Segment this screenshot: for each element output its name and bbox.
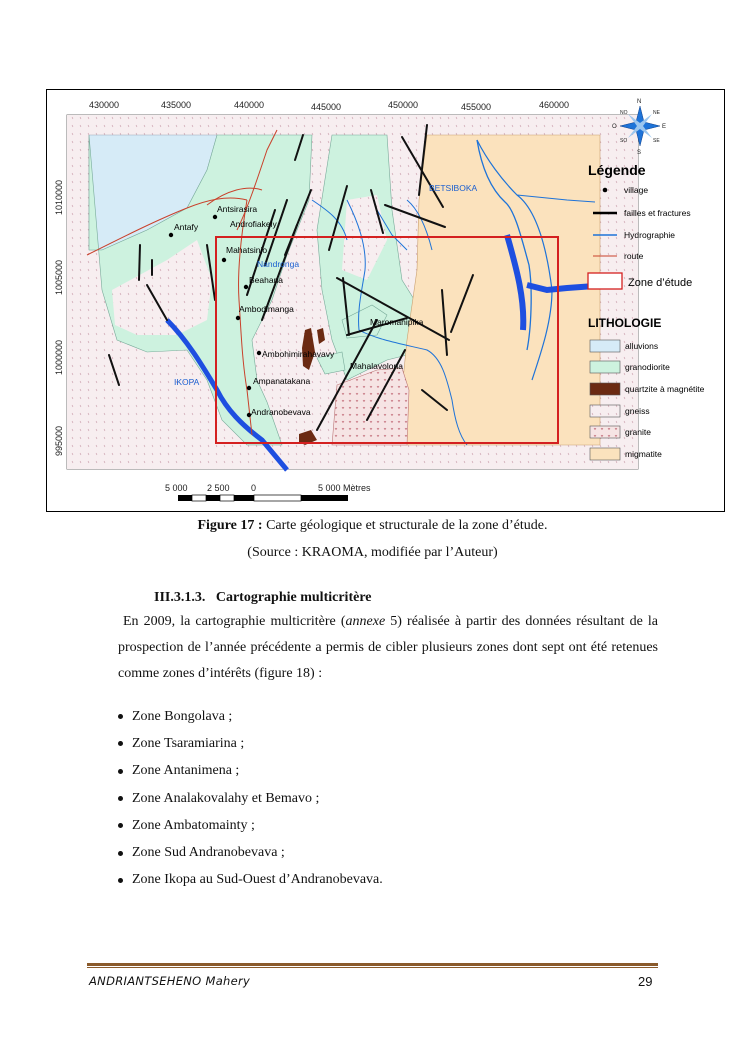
svg-text:E: E	[662, 124, 667, 130]
bullet-icon	[118, 741, 123, 746]
svg-text:granite: granite	[625, 427, 651, 437]
svg-text:435000: 435000	[161, 100, 192, 110]
label-ambohimirahavavy: Ambohimirahavavy	[262, 349, 335, 359]
list-item: Zone Bongolava ;	[118, 703, 383, 730]
svg-text:O: O	[612, 124, 617, 130]
y-axis-ticks	[54, 180, 64, 456]
x-axis-ticks	[89, 100, 569, 112]
paragraph-text-2: 5) réalisée à partir des données résultant de la prospection de l’année précédente a permis de cibler plusieurs zones dont sept ont été retenues comme zones d’intérêts (figure 18) :	[118, 614, 658, 681]
svg-text:0: 0	[251, 483, 257, 493]
label-mahatsinjo: Mahatsinjo	[226, 245, 268, 255]
svg-text:LITHOLOGIE: LITHOLOGIE	[588, 316, 662, 330]
svg-text:995000: 995000	[54, 425, 64, 456]
label-beahana: Beahana	[249, 275, 284, 285]
svg-text:460000: 460000	[539, 100, 570, 110]
svg-text:Zone d’étude: Zone d’étude	[628, 277, 693, 289]
svg-text:Légende: Légende	[588, 162, 646, 178]
bullet-icon	[118, 769, 123, 774]
label-antafy: Antafy	[174, 222, 199, 232]
svg-text:route: route	[624, 251, 644, 261]
svg-text:alluvions: alluvions	[625, 341, 659, 351]
bullet-icon	[118, 823, 123, 828]
label-ambodimanga: Ambodimanga	[239, 304, 294, 314]
section-title: Cartographie multicritère	[215, 590, 372, 605]
label-maromahipika: Maromahipika	[370, 317, 424, 327]
svg-text:2 500: 2 500	[207, 483, 230, 493]
paragraph-text-1: En 2009, la cartographie multicritère (	[123, 614, 346, 629]
svg-text:450000: 450000	[388, 100, 419, 110]
footer-rule-thin	[87, 967, 658, 968]
page-number: 29	[638, 974, 653, 989]
section-heading	[154, 590, 372, 606]
svg-text:granodiorite: granodiorite	[625, 362, 670, 372]
svg-text:1010000: 1010000	[54, 179, 64, 215]
svg-text:5 000 Mètres: 5 000 Mètres	[318, 483, 371, 493]
svg-text:NE: NE	[653, 110, 660, 116]
scale-bar	[165, 483, 371, 501]
footer-author: ANDRIANTSEHENO Mahery	[89, 974, 251, 988]
svg-text:quartzite à magnétite: quartzite à magnétite	[625, 384, 705, 394]
body-paragraph	[118, 609, 658, 687]
paragraph-italic: annexe	[345, 614, 386, 629]
svg-text:gneiss: gneiss	[625, 406, 650, 416]
label-ikopa: IKOPA	[174, 377, 200, 387]
figure-caption-text: Carte géologique et structurale de la zone d’étude.	[262, 518, 548, 533]
footer-rule	[87, 963, 658, 966]
list-item: Zone Analakovalahy et Bemavo ;	[118, 785, 383, 812]
label-ampanatakana: Ampanatakana	[253, 376, 311, 386]
svg-text:migmatite: migmatite	[625, 449, 662, 459]
svg-text:455000: 455000	[461, 102, 492, 112]
svg-text:failles et fractures: failles et fractures	[624, 208, 691, 218]
geological-map-figure	[46, 89, 725, 512]
svg-text:village: village	[624, 185, 649, 195]
svg-text:1000000: 1000000	[54, 339, 64, 375]
bullet-icon	[118, 796, 123, 801]
bullet-icon	[118, 878, 123, 883]
label-andranobevava: Andranobevava	[251, 407, 311, 417]
label-nandronga: Nandronga	[257, 259, 300, 269]
svg-text:5 000: 5 000	[165, 483, 188, 493]
label-mahalavolona: Mahalavolona	[350, 361, 403, 371]
bullet-icon	[118, 851, 123, 856]
svg-text:SE: SE	[653, 138, 660, 144]
label-betsiboka: BETSIBOKA	[429, 183, 478, 193]
label-antsirasira: Antsirasira	[217, 204, 258, 214]
list-item: Zone Antanimena ;	[118, 758, 383, 785]
list-item: Zone Sud Andranobevava ;	[118, 839, 383, 866]
figure-label: Figure 17 :	[197, 518, 263, 533]
svg-text:S: S	[637, 150, 642, 156]
figure-caption	[0, 518, 745, 534]
list-item: Zone Tsaramiarina ;	[118, 730, 383, 757]
svg-text:Hydrographie: Hydrographie	[624, 230, 676, 240]
svg-text:SO: SO	[620, 138, 628, 144]
svg-text:440000: 440000	[234, 100, 265, 110]
svg-text:N: N	[637, 99, 642, 105]
svg-text:445000: 445000	[311, 102, 342, 112]
bullet-icon	[118, 714, 123, 719]
geological-map	[47, 90, 723, 510]
list-item: Zone Ambatomainty ;	[118, 812, 383, 839]
list-item: Zone Ikopa au Sud-Ouest d’Andranobevava.	[118, 867, 383, 894]
svg-text:1005000: 1005000	[54, 259, 64, 295]
section-number: III.3.1.3.	[154, 590, 206, 605]
svg-text:NO: NO	[620, 110, 628, 116]
figure-source: (Source : KRAOMA, modifiée par l’Auteur)	[247, 545, 498, 560]
zones-list	[118, 703, 383, 894]
label-androfiakely: Androfiakely	[230, 219, 277, 229]
svg-text:430000: 430000	[89, 100, 120, 110]
